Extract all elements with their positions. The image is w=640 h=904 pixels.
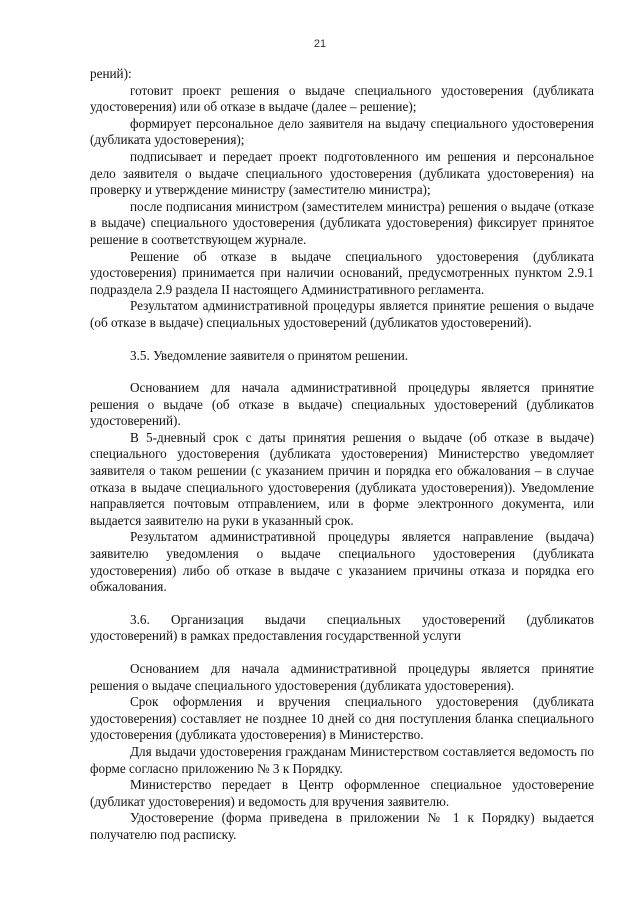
section-spacer — [90, 645, 594, 661]
paragraph: Основанием для начала административной процедуры является принятие решения о выдаче специального удостоверения (дубликата удостоверения). — [90, 661, 594, 693]
paragraph: Министерство передает в Центр оформленное специальное удостоверение (дубликат удостоверения) и ведомость для вручения заявителю. — [90, 777, 594, 809]
section-spacer — [90, 364, 594, 380]
document-body — [90, 66, 594, 844]
section-spacer — [90, 332, 594, 348]
section-heading: 3.6. Организация выдачи специальных удостоверений (дубликатов удостоверений) в рамках предоставления государственной услуги — [90, 611, 594, 644]
paragraph: В 5-дневный срок с даты принятия решения о выдаче (об отказе в выдаче) специального удостоверения (дубликата удостоверения) Министерство уведомляет заявителя о таком решении (с указанием причин и порядка его обжалования – в случае отказа в выдаче специального удостоверения (дубликата удостоверения)). Уведомление направляется почтовым отправлением, или в форме электронного документа, или выдается заявителю на руки в указанный срок. — [90, 429, 594, 528]
paragraph: рений): — [90, 66, 132, 81]
paragraph: подписывает и передает проект подготовленного им решения и персональное дело заявителя о выдаче специального удостоверения (дубликата удостоверения) на проверку и утверждение министру (заместителю министра); — [90, 148, 594, 198]
paragraph: Для выдачи удостоверения гражданам Министерством составляется ведомость по форме согласно приложению № 3 к Порядку. — [90, 743, 594, 776]
section-spacer — [90, 596, 594, 612]
paragraph: формирует персональное дело заявителя на выдачу специального удостоверения (дубликата удостоверения); — [90, 115, 594, 148]
page-number: 21 — [313, 38, 327, 50]
paragraph: Удостоверение (форма приведена в приложении № 1 к Порядку) выдается получателю под расписку. — [90, 810, 594, 842]
paragraph: после подписания министром (заместителем министра) решения о выдаче (отказе в выдаче) специального удостоверения (дубликата удостоверения) фиксирует принятое решение в соответствующем журнале. — [90, 198, 594, 247]
paragraph: Результатом административной процедуры является направление (выдача) заявителю уведомления о выдаче специального удостоверения (дубликата удостоверения) либо об отказе в выдаче с указанием причины отказа и порядка его обжалования. — [90, 529, 594, 595]
paragraph: Основанием для начала административной процедуры является принятие решения о выдаче (об отказе в выдаче) специальных удостоверений (дубликатов удостоверений). — [90, 380, 594, 429]
paragraph: готовит проект решения о выдаче специального удостоверения (дубликата удостоверения) или об отказе в выдаче (далее – решение); — [90, 82, 594, 115]
paragraph: Решение об отказе в выдаче специального удостоверения (дубликата удостоверения) принимается при наличии оснований, предусмотренных пунктом 2.9.1 подраздела 2.9 раздела II настоящего Административного регламента. — [90, 248, 594, 297]
section-heading: 3.5. Уведомление заявителя о принятом решении. — [130, 347, 409, 363]
paragraph: Результатом административной процедуры является принятие решения о выдаче (об отказе в выдаче) специальных удостоверений (дубликатов удостоверений). — [90, 298, 594, 330]
paragraph: Срок оформления и вручения специального удостоверения (дубликата удостоверения) составляет не позднее 10 дней со дня поступления бланка специального удостоверения (дубликата удостоверения) в Министерство. — [90, 694, 594, 743]
